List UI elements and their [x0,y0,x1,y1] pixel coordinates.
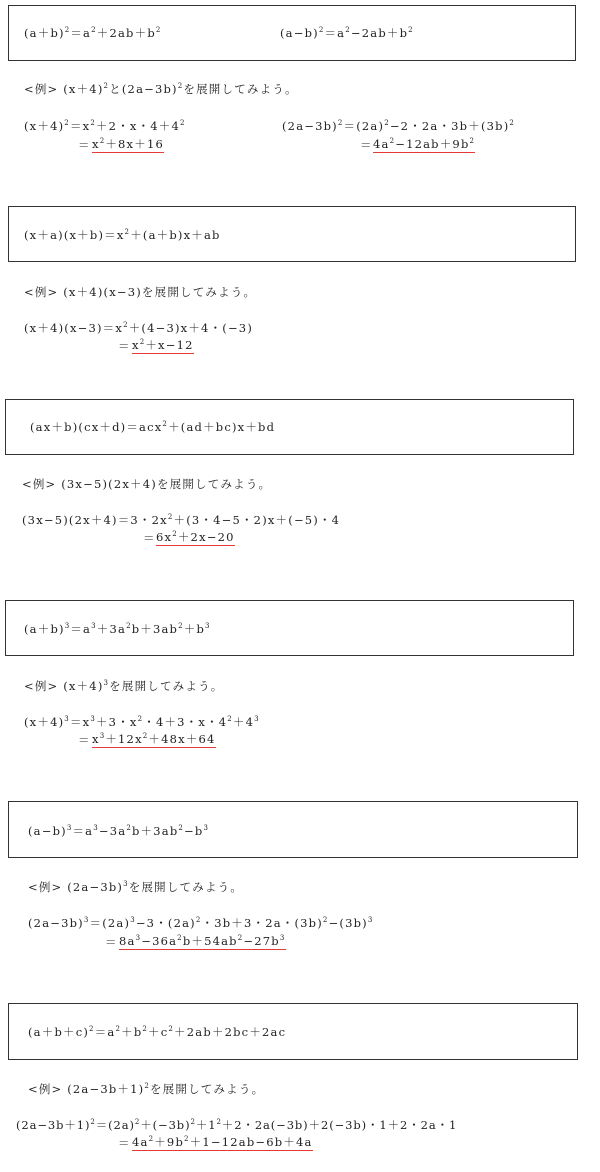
equals-sign: ＝ [360,138,373,152]
example-prompt-6: <例> $(2a-3b+1)^2$を展開してみよう。 [28,1082,265,1096]
example-prompt-4: <例> $(x+4)^3$を展開してみよう。 [24,679,224,693]
formula-square-sum: $(a+b)^2=a^2+2ab+b^2$ [24,26,162,40]
equals-sign: ＝ [78,733,91,747]
expansion-line-1b: $(2a-3b)^2=(2a)^2-2$・2a・$3b+(3b)^2$ [282,119,516,133]
formula-product-general: (ax＋b)(cx＋d)＝acx$^2$＋(ad＋bc)x＋bd [30,420,276,434]
formula-trinomial-square: $(a+b+c)^2=a^2+b^2+c^2+2ab+2bc+2ac$ [28,1025,287,1039]
answer-4: $x^3+12x^2+48x+64$ [92,732,216,746]
equals-sign: ＝ [105,935,118,949]
expansion-line-1a: $(x+4)^2=x^2+2$・x・$4+4^2$ [24,119,186,133]
answer-1b: $4a^2-12ab+9b^2$ [373,137,476,151]
example-prompt-3: <例> (3x−5)(2x＋4)を展開してみよう。 [22,477,272,491]
equals-sign: ＝ [143,531,156,545]
example-prompt-2: <例> (x＋4)(x−3)を展開してみよう。 [24,285,257,299]
answer-2: $x^2+x-12$ [132,338,194,352]
formula-product-xa-xb: $(x+a)(x+b)=x^2+(a+b)x+ab$ [24,228,221,242]
answer-3: $6x^2+2x-20$ [156,530,235,544]
example-prompt-1: <例> $(x+4)^2$と$(2a-3b)^2$を展開してみよう。 [24,82,298,96]
equals-sign: ＝ [78,138,91,152]
equals-sign: ＝ [118,1136,131,1150]
answer-1a: $x^2+8x+16$ [92,137,164,151]
expansion-line-3: (3x−5)(2x＋4)＝3・$2x^2+(3$・4−5・2)x＋(−5)・4 [22,513,341,527]
formula-cube-sum: $(a+b)^3=a^3+3a^2b+3ab^2+b^3$ [24,622,211,636]
answer-6: $4a^2+9b^2+1-12ab-6b+4a$ [132,1135,313,1149]
expansion-line-4: $(x+4)^3=x^3+3$・$x^2$・4＋3・x・$4^2+4^3$ [24,715,260,729]
formula-cube-diff: $(a-b)^3=a^3-3a^2b+3ab^2-b^3$ [28,824,210,838]
answer-5: $8a^3-36a^2b+54ab^2-27b^3$ [119,934,286,948]
example-prompt-5: <例> $(2a-3b)^3$を展開してみよう。 [28,880,244,894]
equals-sign: ＝ [118,339,131,353]
expansion-line-6: $(2a-3b+1)^2=(2a)^2+(-3b)^2+1^2+2$・2a(−3b)＋2(−3b)・1＋2・2a・1 [16,1118,458,1132]
formula-square-diff: $(a-b)^2=a^2-2ab+b^2$ [280,26,414,40]
expansion-line-2: $(x+4)(x-3)=x^2+(4-3)x+4$・(−3) [24,321,254,335]
expansion-line-5: $(2a-3b)^3=(2a)^3-3$・$(2a)^2$・3b＋3・2a・$(3b)^2-(3b)^3$ [28,916,374,930]
